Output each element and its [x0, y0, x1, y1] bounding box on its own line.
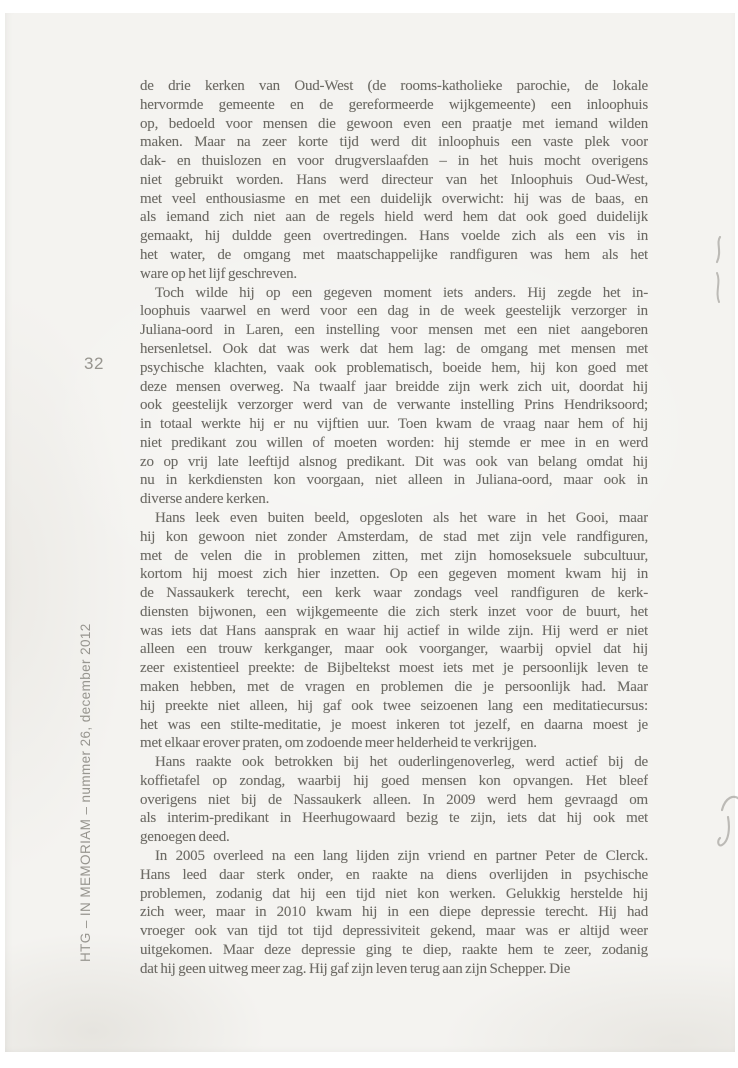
- text-line: Juliana-oord in Laren, een instelling voor mensen met een niet aangeboren: [140, 322, 648, 339]
- text-line: in totaal werkte hij er nu vijftien uur. Toen kwam de vraag naar hem of hij: [140, 416, 648, 433]
- article-text: [140, 77, 648, 979]
- text-line: hij kon gewoon niet zonder Amsterdam, de stad met zijn vele randfiguren,: [140, 528, 648, 545]
- journal-margin-text: HTG – IN MEMORIAM – nummer 26, december 2012: [78, 623, 93, 962]
- text-line: deze mensen overweg. Na twaalf jaar breidde zijn werk zich uit, doordat hij: [140, 378, 648, 395]
- scan-artifact-mark: [716, 816, 732, 852]
- paragraph: [140, 847, 648, 978]
- text-line: op, bedoeld voor mensen die gewoon even een praatje met iemand wilden: [140, 115, 648, 132]
- text-line: met elkaar erover praten, om zodoende meer helderheid te verkrijgen.: [140, 735, 537, 752]
- paragraph: [140, 77, 648, 284]
- scan-artifact-mark: [721, 792, 738, 816]
- text-line: hersenletsel. Ook dat was werk dat hem lag: de omgang met mensen met: [140, 340, 648, 357]
- text-line: zo op vrij late leeftijd alsnog predikant. Dit was ook van belang omdat hij: [140, 453, 648, 470]
- text-line: diverse andere kerken.: [140, 491, 270, 508]
- text-line: zeer existentieel preekte: de Bijbeltekst moest iets met je persoonlijk leven te: [140, 660, 648, 677]
- text-line: gemaakt, hij duldde geen overtredingen. Hans voelde zich als een vis in: [140, 228, 648, 245]
- page-number: 32: [84, 354, 104, 373]
- text-line: was iets dat Hans aansprak en waar hij actief in wilde zijn. Hij werd er niet: [140, 622, 648, 639]
- text-line: de drie kerken van Oud-West (de rooms-katholieke parochie, de lokale: [140, 78, 648, 94]
- text-line: uitgekomen. Maar deze depressie ging te diep, raakte hem te zeer, zodanig: [140, 941, 648, 958]
- text-line: genoegen deed.: [140, 829, 230, 846]
- paragraph: [140, 509, 648, 753]
- text-line: maken hebben, met de vragen en problemen die je persoonlijk had. Maar: [140, 679, 648, 695]
- text-line: psychische klachten, vaak ook problematisch, boeide hem, hij kon goed met: [140, 359, 648, 376]
- text-line: hij preekte niet alleen, hij gaf ook twee seizoenen lang een meditatiecursus:: [140, 697, 648, 714]
- text-line: met veel enthousiasme en met een duidelijk overwicht: hij was de baas, en: [140, 190, 648, 207]
- text-line: maken. Maar na zeer korte tijd werd dit inloophuis een vaste plek voor: [140, 134, 648, 151]
- text-line: alleen een trouw kerkganger, maar ook voorganger, waarbij opviel dat hij: [140, 641, 648, 658]
- text-line: als iemand zich niet aan de regels hield werd hem dat ook goed duidelijk: [140, 209, 648, 226]
- text-line: dat hij geen uitweg meer zag. Hij gaf zijn leven terug aan zijn Schepper. Die: [140, 960, 571, 977]
- text-line: diensten bijwonen, een wijkgemeente die zich sterk inzet voor de buurt, het: [140, 603, 648, 620]
- text-line: problemen, zodanig dat hij een tijd niet kon werken. Gelukkig herstelde hij: [140, 885, 648, 902]
- book-page: [5, 13, 735, 1052]
- text-line: In 2005 overleed na een lang lijden zijn vriend en partner Peter de Clerck.: [155, 848, 648, 865]
- paragraph: [140, 753, 648, 847]
- text-line: ook geestelijk verzorger werd van de verwante instelling Prins Hendriksoord;: [140, 397, 648, 414]
- text-line: met de velen die in problemen zitten, met zijn homoseksuele subcultuur,: [140, 547, 648, 564]
- text-line: overigens niet bij de Nassaukerk alleen. In 2009 werd hem gevraagd om: [140, 791, 648, 808]
- text-line: koffietafel op zondag, waarbij hij goed mensen kon opvangen. Het bleef: [140, 772, 648, 789]
- text-line: vroeger ook van tijd tot tijd depressiviteit gekend, maar was er altijd weer: [140, 923, 648, 940]
- text-line: de Nassaukerk terecht, een kerk waar zondags veel randfiguren de kerk-: [140, 585, 648, 602]
- text-line: Hans leek even buiten beeld, opgesloten als het ware in het Gooi, maar: [155, 509, 648, 526]
- text-line: loophuis vaarwel en werd voor een dag in de week geestelijk verzorger in: [140, 303, 648, 320]
- scan-artifact-mark: [713, 236, 725, 264]
- paragraph: [140, 284, 648, 509]
- text-line: als interim-predikant in Heerhugowaard bezig te zijn, iets dat hij ook met: [140, 810, 648, 827]
- text-line: het was een stilte-meditatie, je moest inkeren tot jezelf, en daarna moest je: [140, 716, 648, 733]
- text-line: zich weer, maar in 2010 kwam hij in een diepe depressie terecht. Hij had: [140, 904, 648, 921]
- text-line: het water, de omgang met maatschappelijke randfiguren was hem als het: [140, 247, 648, 264]
- text-line: niet gebruikt worden. Hans werd directeur van het Inloophuis Oud-West,: [140, 171, 648, 188]
- text-line: hervormde gemeente en de gereformeerde wijkgemeente) een inloophuis: [140, 96, 648, 113]
- text-line: nu in kerkdiensten kon voorgaan, niet alleen in Juliana-oord, maar ook in: [140, 472, 648, 489]
- text-line: kortom hij moest zich hier inzetten. Op een gegeven moment kwam hij in: [140, 566, 648, 583]
- text-line: dak- en thuislozen en voor drugverslaafden – in het huis mocht overigens: [140, 153, 648, 170]
- text-line: Hans raakte ook betrokken bij het ouderlingenoverleg, werd actief bij de: [155, 754, 648, 771]
- text-line: niet predikant zou willen of moeten worden: hij stemde er mee in en werd: [140, 434, 648, 451]
- text-line: ware op het lijf geschreven.: [140, 265, 297, 282]
- text-line: Toch wilde hij op een gegeven moment iets anders. Hij zegde het in-: [155, 284, 648, 301]
- text-line: Hans leed daar sterk onder, en raakte na diens overlijden in psychische: [140, 866, 648, 883]
- scan-artifact-mark: [713, 272, 725, 304]
